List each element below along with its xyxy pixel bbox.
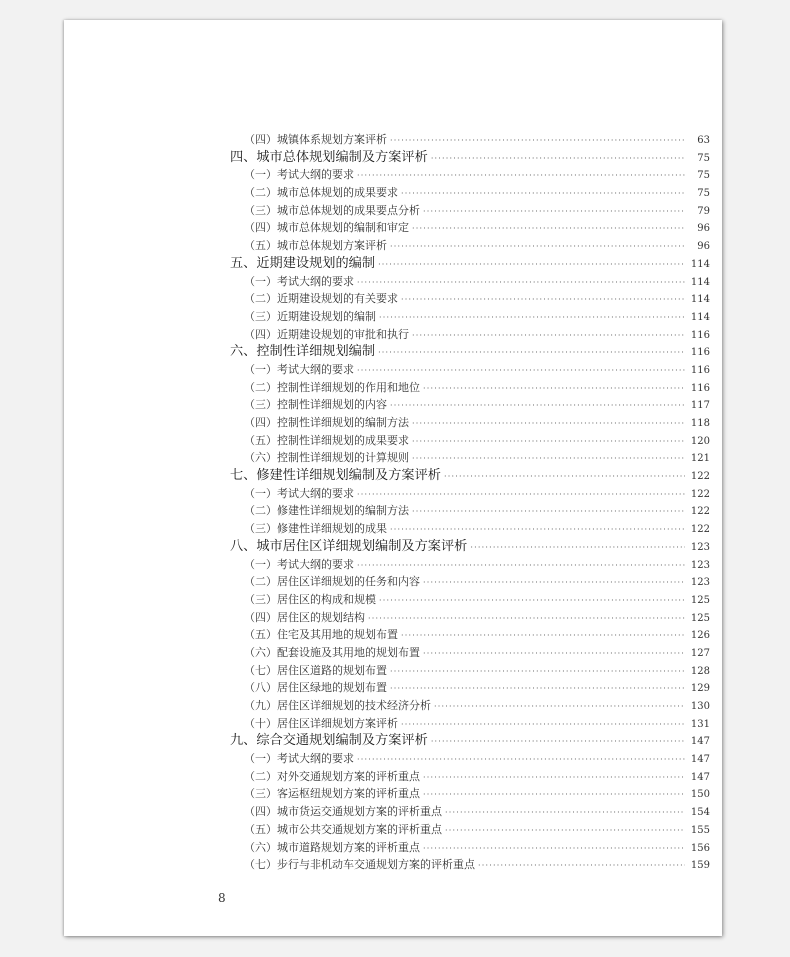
toc-chapter-entry: [230, 255, 710, 273]
toc-dot-leader: [390, 397, 685, 415]
toc-dot-leader: [423, 645, 685, 663]
toc-section-entry: [230, 821, 710, 839]
toc-section-entry: [230, 856, 710, 874]
toc-entry-title: （三）客运枢纽规划方案的评析重点: [244, 787, 420, 801]
toc-section-entry: [230, 219, 710, 237]
toc-entry-title: （三）居住区的构成和规模: [244, 592, 376, 606]
toc-section-entry: [230, 750, 710, 768]
toc-dot-leader: [357, 486, 685, 504]
toc-entry-page: 96: [697, 223, 710, 235]
toc-dot-leader: [357, 362, 685, 380]
toc-section-entry: [230, 573, 710, 591]
toc-entry-title: （五）住宅及其用地的规划布置: [244, 628, 398, 642]
toc-entry-page: 122: [690, 524, 710, 536]
toc-dot-leader: [401, 291, 685, 309]
toc-dot-leader: [423, 380, 685, 398]
toc-section-entry: [230, 131, 710, 149]
toc-section-entry: [230, 273, 710, 291]
toc-entry-page: 150: [690, 789, 710, 801]
toc-entry-page: 75: [697, 170, 710, 182]
toc-dot-leader: [379, 592, 685, 610]
toc-entry-page: 114: [690, 294, 710, 306]
toc-entry-title: （一）考试大纲的要求: [244, 168, 354, 182]
toc-section-entry: [230, 591, 710, 609]
toc-dot-leader: [412, 433, 685, 451]
toc-dot-leader: [357, 557, 685, 575]
toc-entry-page: 75: [697, 188, 710, 200]
toc-section-entry: [230, 379, 710, 397]
toc-entry-title: （七）步行与非机动车交通规划方案的评析重点: [244, 858, 475, 872]
toc-dot-leader: [401, 716, 685, 734]
toc-entry-title: （七）居住区道路的规划布置: [244, 663, 387, 677]
toc-dot-leader: [378, 344, 685, 362]
toc-entry-title: （二）控制性详细规划的作用和地位: [244, 380, 420, 394]
toc-chapter-entry: [230, 732, 710, 750]
toc-entry-page: 130: [690, 701, 710, 712]
toc-entry-title: （四）居住区的规划结构: [244, 610, 365, 624]
toc-chapter-entry: [230, 343, 710, 361]
toc-entry-page: 75: [697, 152, 710, 164]
toc-dot-leader: [357, 167, 685, 185]
toc-entry-page: 122: [690, 506, 710, 518]
toc-entry-title: （六）城市道路规划方案的评析重点: [244, 840, 420, 854]
toc-dot-leader: [368, 610, 685, 628]
toc-entry-page: 121: [690, 453, 710, 465]
toc-section-entry: [230, 414, 710, 432]
toc-entry-page: 122: [690, 488, 710, 500]
toc-entry-page: 125: [690, 612, 710, 624]
toc-entry-title: （三）近期建设规划的编制: [244, 309, 376, 323]
toc-entry-title: 七、修建性详细规划编制及方案评析: [230, 468, 441, 484]
toc-section-entry: [230, 326, 710, 344]
toc-section-entry: [230, 644, 710, 662]
toc-entry-title: （二）居住区详细规划的任务和内容: [244, 575, 420, 589]
toc-entry-page: 156: [690, 842, 710, 854]
toc-section-entry: [230, 237, 710, 255]
toc-dot-leader: [445, 822, 685, 840]
toc-entry-title: （四）城市总体规划的编制和审定: [244, 221, 409, 235]
toc-entry-page: 96: [697, 241, 710, 253]
toc-entry-page: 123: [690, 541, 710, 553]
toc-entry-page: 131: [690, 718, 710, 730]
toc-dot-leader: [379, 309, 685, 327]
toc-entry-page: 155: [690, 824, 710, 836]
toc-entry-page: 147: [690, 771, 710, 783]
toc-dot-leader: [445, 804, 685, 822]
toc-dot-leader: [431, 733, 685, 751]
toc-section-entry: [230, 396, 710, 414]
toc-dot-leader: [390, 680, 685, 698]
toc-dot-leader: [390, 238, 685, 256]
toc-entry-page: 147: [690, 736, 710, 748]
toc-entry-page: 147: [690, 754, 710, 766]
toc-entry-title: 九、综合交通规划编制及方案评析: [230, 733, 428, 749]
toc-entry-page: 120: [690, 435, 710, 447]
toc-entry-title: （五）城市总体规划方案评析: [244, 239, 387, 253]
toc-dot-leader: [423, 840, 685, 858]
toc-entry-page: 122: [690, 471, 710, 483]
toc-entry-page: 63: [697, 135, 710, 146]
toc-section-entry: [230, 361, 710, 379]
toc-dot-leader: [401, 185, 685, 203]
toc-section-entry: [230, 502, 710, 520]
toc-section-entry: [230, 520, 710, 538]
toc-entry-page: 128: [690, 665, 710, 677]
toc-entry-page: 126: [690, 630, 710, 642]
toc-dot-leader: [412, 327, 685, 345]
toc-dot-leader: [412, 503, 685, 521]
toc-entry-title: （一）考试大纲的要求: [244, 486, 354, 500]
toc-entry-page: 159: [690, 860, 710, 872]
toc-entry-title: （五）城市公共交通规划方案的评析重点: [244, 822, 442, 836]
toc-dot-leader: [423, 786, 685, 804]
toc-entry-title: 六、控制性详细规划编制: [230, 344, 376, 360]
toc-section-entry: [230, 308, 710, 326]
toc-section-entry: [230, 662, 710, 680]
toc-entry-title: （五）控制性详细规划的成果要求: [244, 433, 409, 447]
toc-entry-page: 123: [690, 559, 710, 571]
toc-entry-page: 114: [690, 276, 710, 288]
toc-entry-title: 五、近期建设规划的编制: [230, 255, 376, 271]
table-of-contents: [230, 131, 710, 874]
toc-entry-page: 117: [690, 400, 710, 412]
toc-entry-page: 123: [690, 577, 710, 589]
toc-dot-leader: [470, 539, 685, 557]
toc-entry-page: 125: [690, 594, 710, 606]
toc-entry-title: （六）配套设施及其用地的规划布置: [244, 645, 420, 659]
toc-entry-page: 129: [690, 683, 710, 695]
toc-chapter-entry: [230, 149, 710, 167]
toc-section-entry: [230, 839, 710, 857]
toc-entry-title: （四）城市货运交通规划方案的评析重点: [244, 805, 442, 819]
toc-section-entry: [230, 432, 710, 450]
toc-dot-leader: [357, 751, 685, 769]
toc-section-entry: [230, 785, 710, 803]
toc-entry-page: 114: [690, 311, 710, 323]
toc-entry-page: 118: [690, 418, 710, 429]
toc-dot-leader: [412, 450, 685, 468]
toc-section-entry: [230, 485, 710, 503]
toc-section-entry: [230, 679, 710, 697]
toc-dot-leader: [423, 574, 685, 592]
toc-entry-page: 114: [690, 258, 710, 270]
toc-dot-leader: [378, 256, 685, 274]
toc-dot-leader: [390, 132, 685, 150]
toc-entry-page: 127: [690, 647, 710, 659]
toc-dot-leader: [423, 769, 685, 787]
toc-entry-title: （二）近期建设规划的有关要求: [244, 292, 398, 306]
toc-entry-title: （一）考试大纲的要求: [244, 752, 354, 766]
document-page: [64, 20, 722, 936]
toc-section-entry: [230, 202, 710, 220]
toc-dot-leader: [401, 627, 685, 645]
toc-dot-leader: [390, 663, 685, 681]
toc-entry-title: （四）控制性详细规划的编制方法: [244, 416, 409, 429]
toc-entry-page: 116: [690, 347, 710, 359]
toc-entry-title: （六）控制性详细规划的计算规则: [244, 451, 409, 465]
toc-section-entry: [230, 626, 710, 644]
toc-entry-title: （九）居住区详细规划的技术经济分析: [244, 699, 431, 712]
toc-dot-leader: [412, 220, 685, 238]
toc-entry-page: 116: [690, 364, 710, 376]
toc-entry-title: （三）城市总体规划的成果要点分析: [244, 203, 420, 217]
page-number: 8: [218, 891, 226, 905]
toc-section-entry: [230, 609, 710, 627]
toc-entry-title: （三）控制性详细规划的内容: [244, 398, 387, 412]
toc-section-entry: [230, 449, 710, 467]
toc-section-entry: [230, 184, 710, 202]
toc-dot-leader: [412, 415, 685, 433]
toc-dot-leader: [390, 521, 685, 539]
toc-entry-title: （一）考试大纲的要求: [244, 274, 354, 288]
toc-entry-title: （二）对外交通规划方案的评析重点: [244, 769, 420, 783]
toc-entry-title: （四）城镇体系规划方案评析: [244, 133, 387, 146]
toc-entry-title: （四）近期建设规划的审批和执行: [244, 327, 409, 341]
toc-entry-title: （一）考试大纲的要求: [244, 557, 354, 571]
toc-entry-title: （八）居住区绿地的规划布置: [244, 681, 387, 695]
toc-section-entry: [230, 556, 710, 574]
toc-entry-page: 116: [690, 382, 710, 394]
toc-chapter-entry: [230, 467, 710, 485]
toc-entry-title: （三）修建性详细规划的成果: [244, 522, 387, 536]
toc-section-entry: [230, 768, 710, 786]
toc-entry-title: （二）城市总体规划的成果要求: [244, 186, 398, 200]
toc-dot-leader: [357, 274, 685, 292]
toc-entry-page: 116: [690, 329, 710, 341]
toc-dot-leader: [431, 150, 685, 168]
toc-section-entry: [230, 290, 710, 308]
toc-entry-title: （二）修建性详细规划的编制方法: [244, 504, 409, 518]
toc-entry-title: （十）居住区详细规划方案评析: [244, 716, 398, 730]
toc-chapter-entry: [230, 538, 710, 556]
toc-dot-leader: [423, 203, 685, 221]
toc-entry-page: 79: [697, 205, 710, 217]
toc-entry-title: （一）考试大纲的要求: [244, 362, 354, 376]
toc-entry-title: 四、城市总体规划编制及方案评析: [230, 149, 428, 165]
toc-dot-leader: [434, 698, 685, 716]
toc-section-entry: [230, 803, 710, 821]
toc-entry-page: 154: [690, 807, 710, 819]
toc-entry-title: 八、城市居住区详细规划编制及方案评析: [230, 538, 468, 554]
toc-section-entry: [230, 166, 710, 184]
toc-section-entry: [230, 715, 710, 733]
toc-section-entry: [230, 697, 710, 715]
toc-dot-leader: [478, 857, 685, 875]
toc-dot-leader: [444, 468, 685, 486]
